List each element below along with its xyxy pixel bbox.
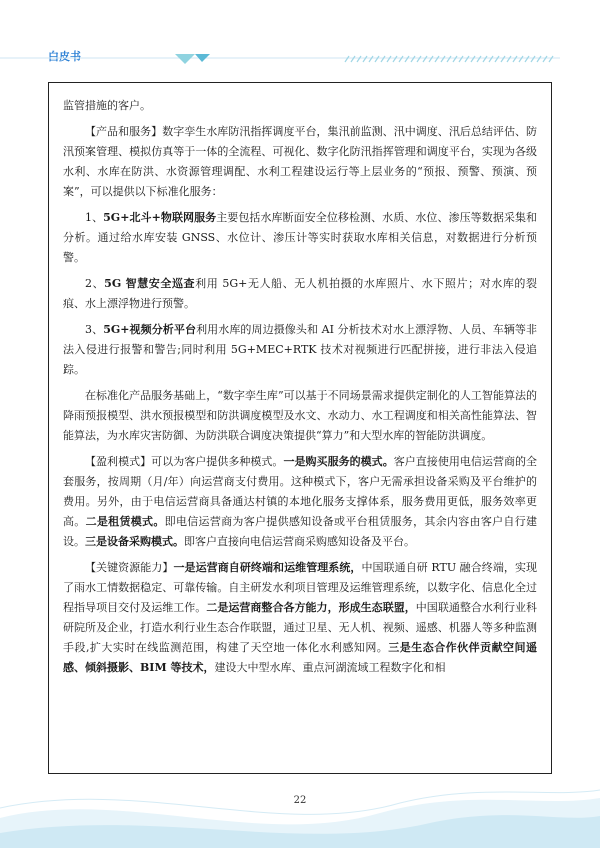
paragraph-intro-tail: 监管措施的客户。 — [63, 99, 151, 112]
page-number: 22 — [293, 795, 307, 806]
footer-wave-decoration — [0, 778, 600, 848]
service-title: 5G 智慧安全巡查 — [104, 277, 196, 290]
paragraph-service-2: 2、5G 智慧安全巡查利用 5G+无人船、无人机拍摄的水库照片、水下照片；对水库的裂痕、水上漂浮物进行预警。 — [63, 277, 537, 310]
service-title: 5G+视频分析平台 — [103, 323, 197, 336]
header-tag: 白皮书 — [48, 50, 81, 63]
service-title: 5G+北斗+物联网服务 — [103, 211, 217, 224]
section-label: 【产品和服务】 — [85, 125, 163, 138]
section-label: 【盈利模式】 — [85, 455, 152, 468]
paragraph-products-services: 【产品和服务】数字孪生水库防汛指挥调度平台，集汛前监测、汛中调度、汛后总结评估、防汛预案管理、模拟仿真等于一体的全流程、可视化、数字化防汛指挥管理和调度平台，实现为各级水利、水库在防洪、水资源管理调配、水利工程建设运行等上层业务的“预报、预警、预演、预案”，可以提供以下标准化服务： — [63, 125, 538, 198]
section-label: 【关键资源能力】 — [85, 561, 174, 574]
paragraph-customization: 在标准化产品服务基础上，“数字孪生库”可以基于不同场景需求提供定制化的人工智能算法的降雨预报模型、洪水预报模型和防洪调度模型及水文、水动力、水工程调度和相关高性能算法、智能算法，为水库灾害防御、为防洪联合调度决策提供“算力”和大型水库的智能防洪调度。 — [63, 389, 537, 442]
paragraph-profit-model: 【盈利模式】可以为客户提供多种模式。一是购买服务的模式。客户直接使用电信运营商的全套服务，按周期（月/年）向运营商支付费用。这种模式下，客户无需承担设备采购及平台维护的费用。另外，由于电信运营商具备通达村镇的本地化服务支撑体系，服务费用更低，服务效率更高。二是租赁模式。即电信运营商为客户提供感知设备或平台租赁服务，其余内容由客户自行建设。三是设备采购模式。即客户直接向电信运营商采购感知设备及平台。 — [63, 455, 538, 548]
content-box — [48, 82, 552, 774]
header-decoration — [0, 40, 600, 80]
paragraph-service-1: 1、5G+北斗+物联网服务主要包括水库断面安全位移检测、水质、水位、渗压等数据采集和分析。通过给水库安装 GNSS、水位计、渗压计等实时获取水库相关信息，对数据进行分析预警。 — [63, 211, 538, 264]
paragraph-key-resources: 【关键资源能力】一是运营商自研终端和运维管理系统，中国联通自研 RTU 融合终端，实现了雨水工情数据稳定、可靠传输。自主研发水利项目管理及运维管理系统，以数字化、信息化全过程指导项目交付及运维工作。二是运营商整合各方能力，形成生态联盟，中国联通整合水利行业科研院所及企业，打造水利行业生态合作联盟，通过卫星、无人机、视频、遥感、机器人等多种监测手段,扩大实时在线监测范围，构建了天空地一体化水利感知网。三是生态合作伙伴贡献空间遥感、倾斜摄影、BIM 等技术，建设大中型水库、重点河湖流域工程数字化和相 — [63, 561, 538, 674]
paragraph-service-3: 3、5G+视频分析平台利用水库的周边摄像头和 AI 分析技术对水上漂浮物、人员、车辆等非法入侵进行报警和警告;同时利用 5G+MEC+RTK 技术对视频进行匹配拼接，进行非法入侵追踪。 — [63, 323, 538, 376]
